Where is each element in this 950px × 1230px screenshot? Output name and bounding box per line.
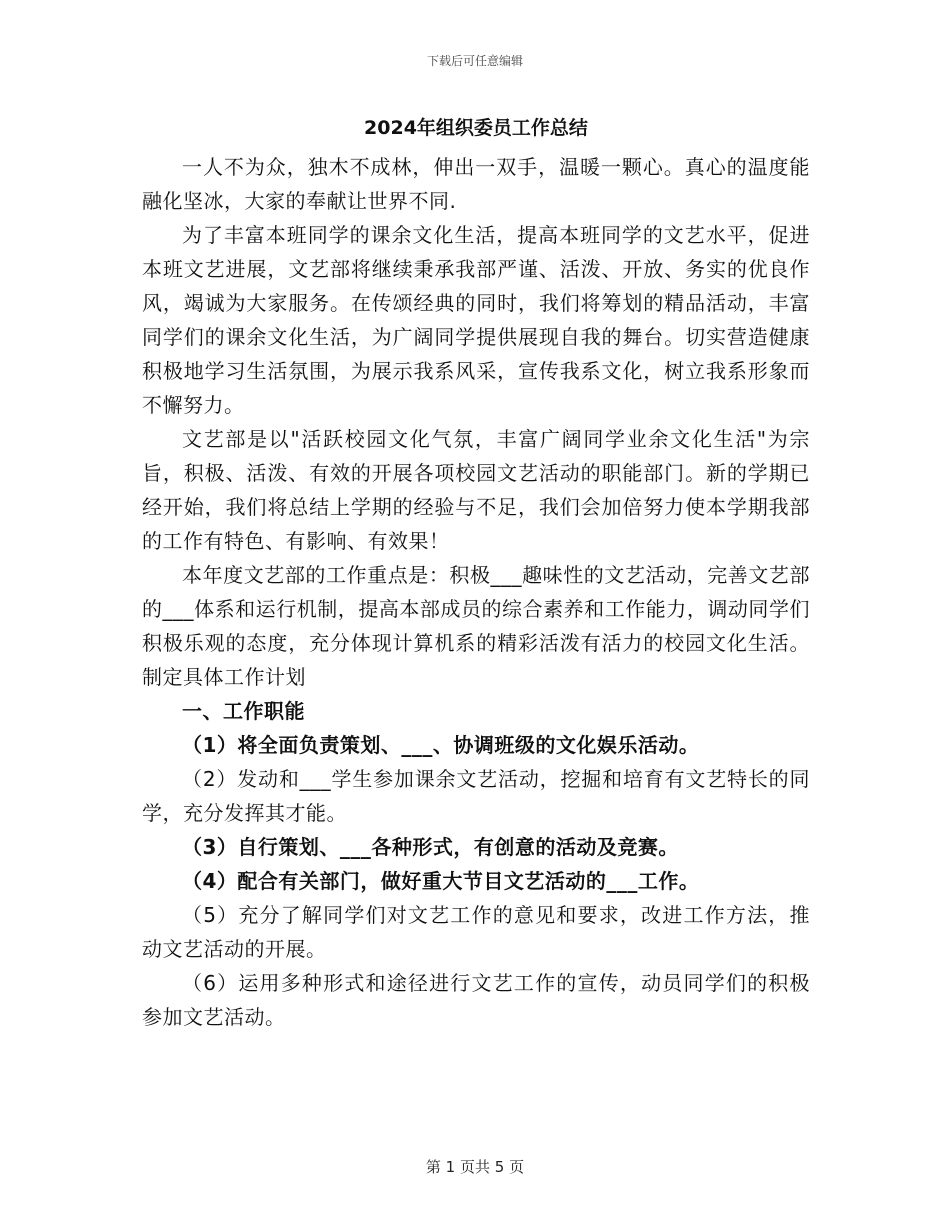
- paragraph-intro: 一人不为众，独木不成林，伸出一双手，温暖一颗心。真心的温度能融化坚冰，大家的奉献让世界不同.: [142, 155, 810, 213]
- paragraph-department-mission: 文艺部是以"活跃校园文化气氛，丰富广阔同学业余文化生活"为宗旨，积极、活泼、有效的开展各项校园文艺活动的职能部门。新的学期已经开始，我们将总结上学期的经验与不足，我们会加倍努力使本学期我部的工作有特色、有影响、有效果！: [142, 427, 810, 553]
- function-item-6: （6）运用多种形式和途径进行文艺工作的宣传，动员同学们的积极参加文艺活动。: [142, 971, 810, 1029]
- page-number-footer: 第 1 页共 5 页: [425, 1158, 525, 1176]
- paragraph-work-focus: 本年度文艺部的工作重点是：积极___趣味性的文艺活动，完善文艺部的___体系和运行机制，提高本部成员的综合素养和工作能力，调动同学们积极乐观的态度，充分体现计算机系的精彩活泼有活力的校园文化生活。制定具体工作计划: [142, 563, 810, 689]
- section-heading-functions: 一、工作职能: [182, 699, 305, 723]
- function-item-1: （1）将全面负责策划、___、协调班级的文化娱乐活动。: [182, 733, 700, 757]
- document-title: 2024年组织委员工作总结: [364, 117, 588, 139]
- paragraph-purpose: 为了丰富本班同学的课余文化生活，提高本班同学的文艺水平，促进本班文艺进展，文艺部将继续秉承我部严谨、活泼、开放、务实的优良作风，竭诚为大家服务。在传颂经典的同时，我们将筹划的精品活动，丰富同学们的课余文化生活，为广阔同学提供展现自我的舞台。切实营造健康积极地学习生活氛围，为展示我系风采，宣传我系文化，树立我系形象而不懈努力。: [142, 223, 810, 417]
- function-item-3: （3）自行策划、___各种形式，有创意的活动及竞赛。: [182, 835, 679, 859]
- function-item-4: （4）配合有关部门，做好重大节目文艺活动的___工作。: [182, 869, 700, 893]
- function-item-5: （5）充分了解同学们对文艺工作的意见和要求，改进工作方法，推动文艺活动的开展。: [142, 903, 810, 961]
- document-body: [142, 112, 810, 1034]
- function-item-2: （2）发动和___学生参加课余文艺活动，挖掘和培育有文艺特长的同学，充分发挥其才能。: [142, 767, 810, 825]
- page-header-note: 下载后可任意编辑: [426, 54, 523, 68]
